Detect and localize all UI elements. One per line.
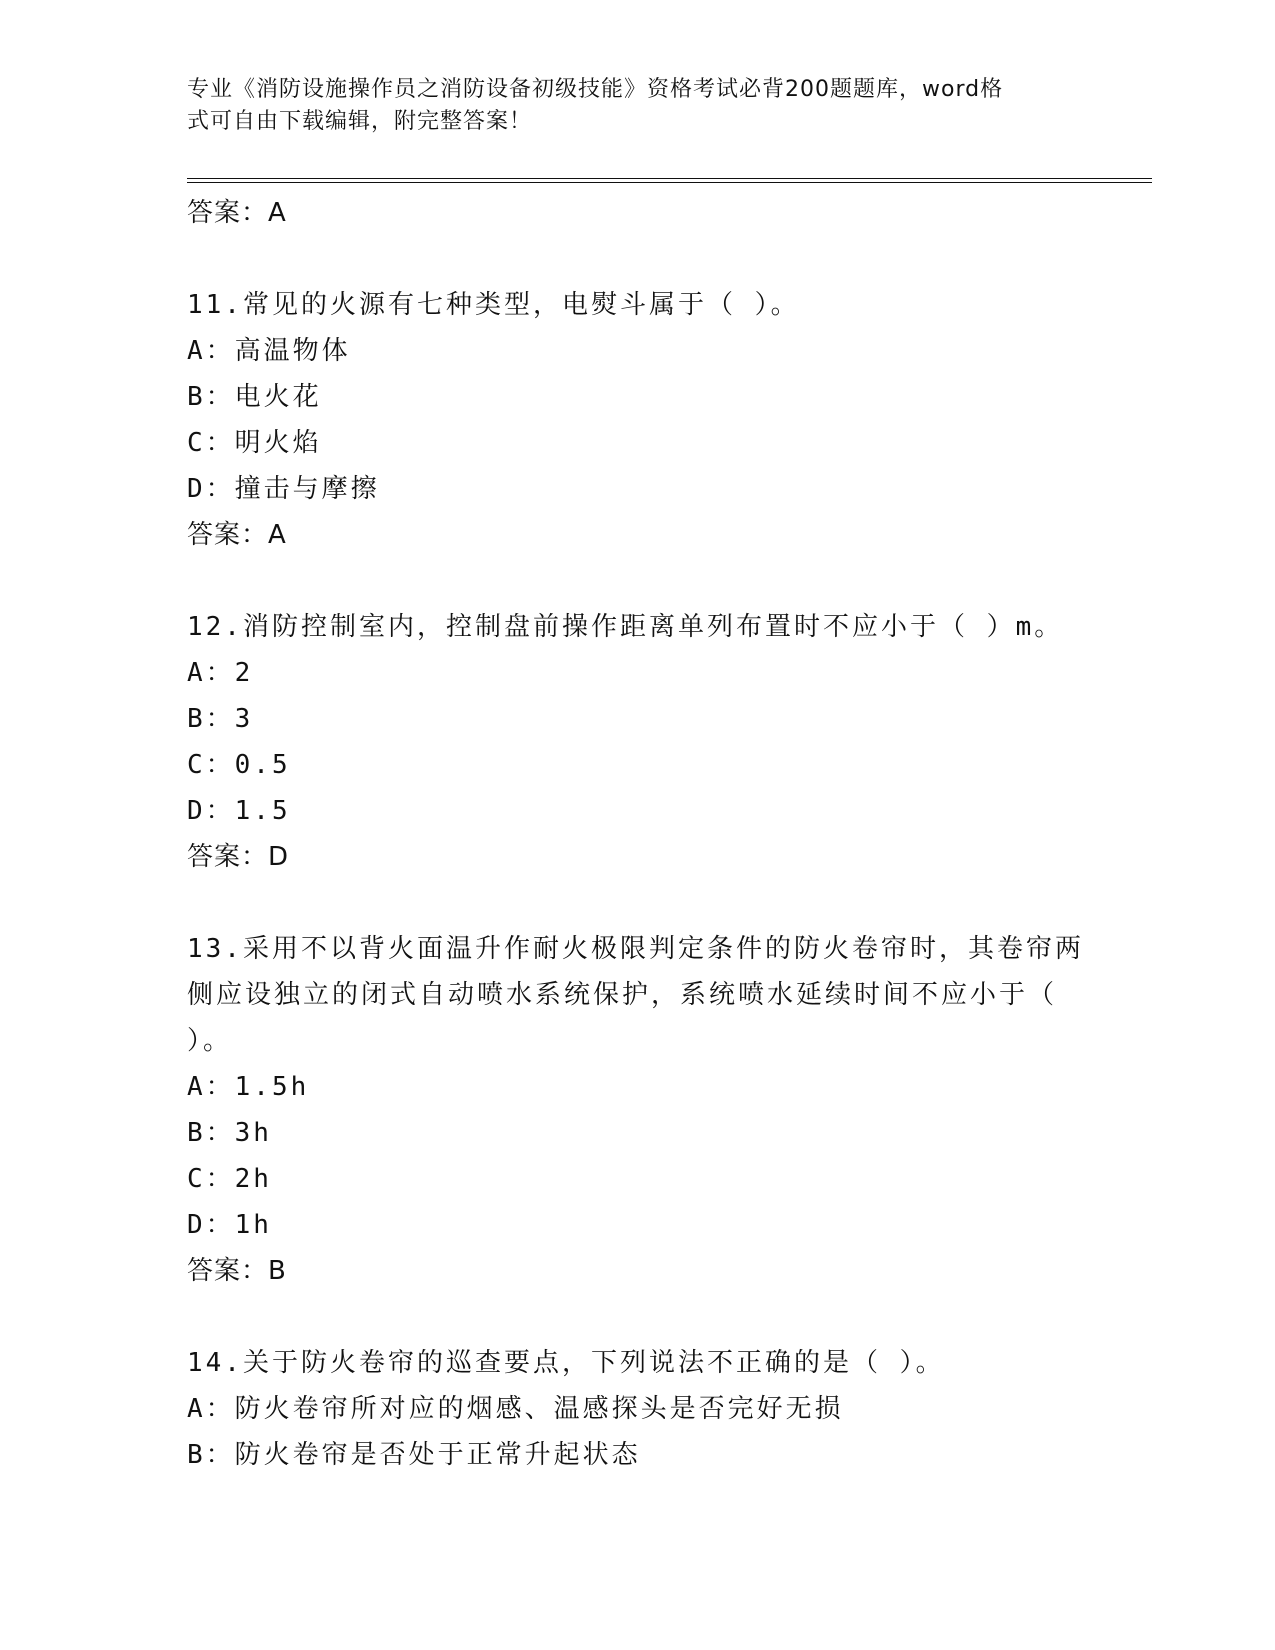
- question-text: 14.关于防火卷帘的巡查要点，下列说法不正确的是（ ）。: [187, 1348, 945, 1378]
- answer-line: 答案：A: [187, 198, 287, 228]
- option-b: B：防火卷帘是否处于正常升起状态: [187, 1440, 641, 1470]
- question-11: [187, 282, 1087, 558]
- spacer: [187, 558, 1087, 604]
- question-14: [187, 1340, 1087, 1478]
- option-d: D：撞击与摩擦: [187, 474, 380, 504]
- option-a: A：高温物体: [187, 336, 351, 366]
- option-c: C：2h: [187, 1164, 272, 1194]
- question-content: [187, 190, 1087, 1478]
- answer-line: 答案：D: [187, 842, 290, 872]
- question-text-line-1: 13.采用不以背火面温升作耐火极限判定条件的防火卷帘时，其卷帘两: [187, 934, 1084, 964]
- spacer: [187, 1294, 1087, 1340]
- option-c: C：明火焰: [187, 428, 322, 458]
- question-12: [187, 604, 1087, 880]
- option-b: B：3: [187, 704, 254, 734]
- option-b: B：3h: [187, 1118, 272, 1148]
- header-line-2: 式可自由下载编辑，附完整答案！: [187, 109, 533, 134]
- header-divider-top: [187, 178, 1152, 179]
- answer-line: 答案：A: [187, 520, 287, 550]
- option-d: D：1h: [187, 1210, 272, 1240]
- option-c: C：0.5: [187, 750, 291, 780]
- option-d: D：1.5: [187, 796, 291, 826]
- spacer: [187, 880, 1087, 926]
- question-text-line-2: 侧应设独立的闭式自动喷水系统保护，系统喷水延续时间不应小于（: [187, 980, 1058, 1010]
- document-header: [187, 74, 1067, 138]
- question-text: 11.常见的火源有七种类型，电熨斗属于（ ）。: [187, 290, 800, 320]
- option-a: A：防火卷帘所对应的烟感、温感探头是否完好无损: [187, 1394, 844, 1424]
- header-divider-bottom: [187, 182, 1152, 183]
- spacer: [187, 236, 1087, 282]
- question-text: 12.消防控制室内，控制盘前操作距离单列布置时不应小于（ ）m。: [187, 612, 1064, 642]
- option-b: B：电火花: [187, 382, 322, 412]
- option-a: A：2: [187, 658, 254, 688]
- question-text-line-3: ）。: [187, 1026, 233, 1056]
- question-13: [187, 926, 1087, 1294]
- header-line-1: 专业《消防设施操作员之消防设备初级技能》资格考试必背200题题库，word格: [187, 77, 1004, 102]
- answer-line: 答案：B: [187, 1256, 287, 1286]
- option-a: A：1.5h: [187, 1072, 310, 1102]
